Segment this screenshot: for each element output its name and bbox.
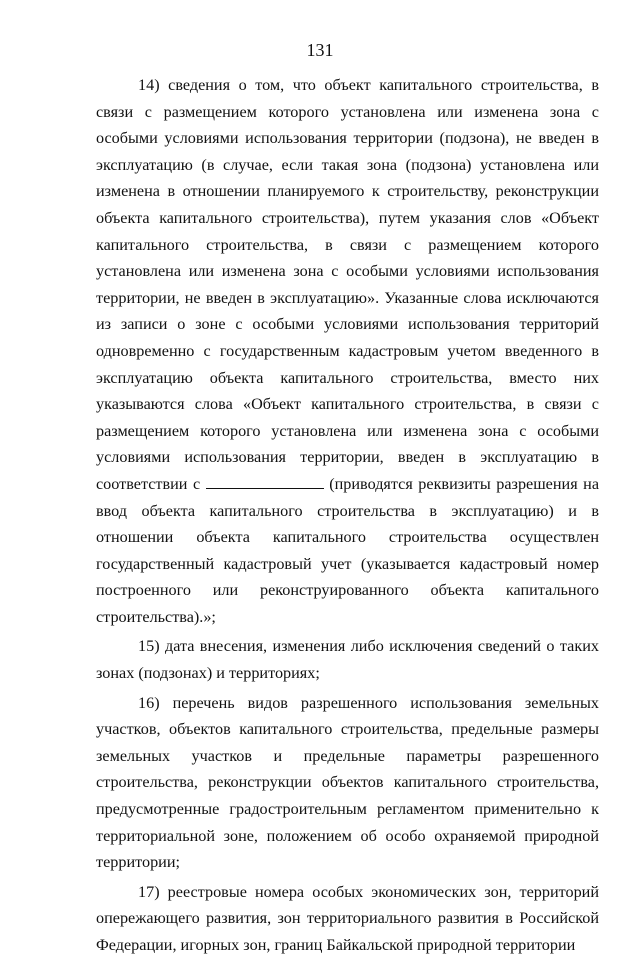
page-number: 131 [306,40,334,60]
blank-fill-line [206,474,324,489]
list-item-17: 17) реестровые номера особых экономических зон, территорий опережающего развития, зон территориального развития в Российской Федерации, игорных зон, границ Байкальской природной территории [96,882,599,954]
list-item-15: 15) дата внесения, изменения либо исключения сведений о таких зонах (подзонах) и территориях; [96,637,599,683]
list-item-14 [96,72,599,630]
list-item-14-text-continued: (приводятся реквизиты разрешения на ввод объекта капитального строительства в эксплуатацию) и в отношении объекта капитального строительства осуществлен государственный кадастровый учет (указывается кадастровый номер построенного или реконструированного объекта капитального строительства).»; [96,474,600,626]
document-body [96,72,599,959]
list-item-14-text: 14) сведения о том, что объект капитального строительства, в связи с размещением которого установлена или изменена зона с особыми условиями использования территории (подзона), не введен в эксплуатацию (в случае, если такая зона (подзона) установлена или изменена в отношении планируемого к строительству, реконструкции объекта капитального строительства), путем указания слов «Объект капитального строительства, в связи с размещением которого установлена или изменена зона с особыми условиями использования территории, не введен в эксплуатацию». Указанные слова исключаются из записи о зоне с особыми условиями использования территорий одновременно с государственным кадастровым учетом введенного в эксплуатацию объекта капитального строительства, вместо них указываются слова «Объект капитального строительства, в связи с размещением которого установлена или изменена зона с особыми условиями использования территории, введен в эксплуатацию в соответствии с [96,76,599,493]
list-item-16: 16) перечень видов разрешенного использования земельных участков, объектов капитального строительства, предельные размеры земельных участков и предельные параметры разрешенного строительства, реконструкции объектов капитального строительства, предусмотренные градостроительным регламентом применительно к территориальной зоне, положением об особо охраняемой природной территории; [96,693,599,872]
